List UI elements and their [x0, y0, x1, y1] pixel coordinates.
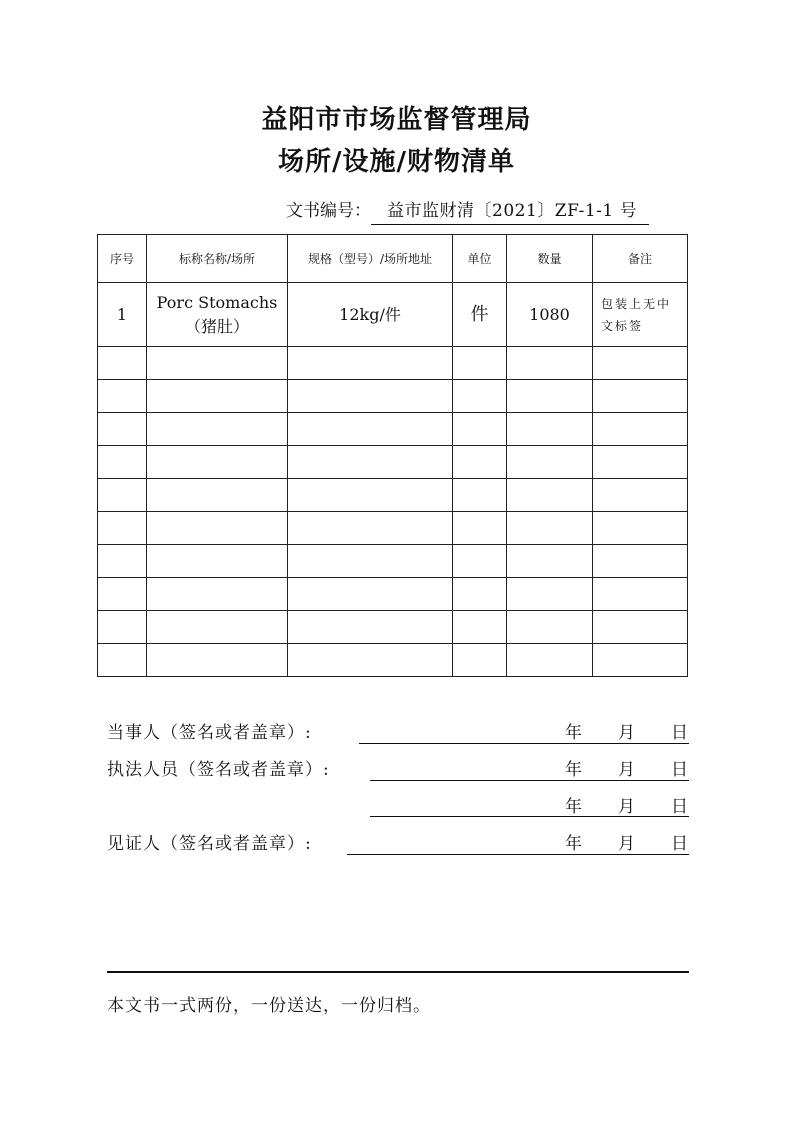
table-row [98, 413, 688, 446]
empty-rows [98, 347, 688, 677]
col-remark: 备注 [593, 235, 688, 283]
table-header-row [98, 235, 688, 283]
table-cell [147, 611, 288, 644]
officer2-date-year: 年 [565, 797, 582, 817]
cell-name-zh: （猪肚） [184, 316, 249, 336]
cell-index: 1 [98, 283, 147, 347]
table-cell [453, 545, 507, 578]
cell-spec: 12kg/件 [288, 283, 453, 347]
table-row [98, 578, 688, 611]
witness-label: 见证人（签名或者盖章）: [107, 834, 312, 854]
table-cell [147, 578, 288, 611]
table-row [98, 347, 688, 380]
officer1-date-day: 日 [671, 760, 688, 780]
table-cell [593, 347, 688, 380]
table-cell [288, 380, 453, 413]
table-cell [98, 347, 147, 380]
cell-quantity: 1080 [507, 283, 593, 347]
party-date-year: 年 [565, 723, 582, 743]
table-cell [453, 578, 507, 611]
table-cell [453, 380, 507, 413]
cell-name-en: Porc Stomachs [156, 292, 278, 312]
doc-number [286, 198, 690, 224]
col-index: 序号 [98, 235, 147, 283]
table-cell [593, 479, 688, 512]
cell-remark-line2: 文标签 [601, 318, 644, 333]
table-cell [147, 512, 288, 545]
table-cell [507, 446, 593, 479]
footer-note: 本文书一式两份，一份送达，一份归档。 [107, 996, 431, 1016]
table-cell [507, 413, 593, 446]
col-quantity: 数量 [507, 235, 593, 283]
col-unit: 单位 [453, 235, 507, 283]
table-row [98, 380, 688, 413]
table-cell [453, 446, 507, 479]
table-cell [98, 611, 147, 644]
doc-number-value: 益市监财清〔2021〕ZF-1-1 号 [371, 198, 649, 225]
table-cell [453, 413, 507, 446]
table-cell [147, 380, 288, 413]
col-spec: 规格（型号）/场所地址 [288, 235, 453, 283]
officer2-date-month: 月 [618, 797, 635, 817]
table-cell [507, 479, 593, 512]
table-cell [288, 578, 453, 611]
table-cell [507, 347, 593, 380]
table-row [98, 545, 688, 578]
table-cell [288, 545, 453, 578]
party-signature-line[interactable] [359, 743, 689, 744]
table-row [98, 479, 688, 512]
table-cell [288, 413, 453, 446]
table-cell [593, 578, 688, 611]
table-cell [593, 512, 688, 545]
agency-title: 益阳市市场监督管理局 [261, 105, 532, 135]
table-row [98, 611, 688, 644]
table-cell [593, 545, 688, 578]
party-label: 当事人（签名或者盖章）: [107, 723, 312, 743]
officer1-date-year: 年 [565, 760, 582, 780]
party-date-day: 日 [671, 723, 688, 743]
table-cell [98, 578, 147, 611]
document-title: 场所/设施/财物清单 [278, 147, 515, 177]
table-cell [593, 413, 688, 446]
inventory-table [97, 234, 688, 677]
table-row [98, 644, 688, 677]
table-cell [593, 446, 688, 479]
doc-number-label: 文书编号： [286, 201, 371, 221]
cell-remark-line1: 包装上无中 [601, 296, 672, 311]
officer1-date-month: 月 [618, 760, 635, 780]
table-cell [288, 512, 453, 545]
table-cell [288, 347, 453, 380]
cell-remark [593, 283, 688, 347]
table-cell [147, 413, 288, 446]
table-cell [507, 380, 593, 413]
table-cell [507, 512, 593, 545]
table-cell [98, 479, 147, 512]
table-cell [288, 446, 453, 479]
table-cell [98, 512, 147, 545]
table-cell [507, 578, 593, 611]
witness-date-year: 年 [565, 834, 582, 854]
officer-label: 执法人员（签名或者盖章）: [107, 760, 330, 780]
col-name: 标称名称/场所 [147, 235, 288, 283]
table-cell [453, 611, 507, 644]
table-cell [147, 446, 288, 479]
table-cell [507, 611, 593, 644]
witness-signature-line[interactable] [347, 854, 689, 855]
table-cell [98, 545, 147, 578]
witness-date-month: 月 [618, 834, 635, 854]
table-cell [98, 413, 147, 446]
officer2-date-day: 日 [671, 797, 688, 817]
table-cell [453, 512, 507, 545]
table-cell [593, 611, 688, 644]
cell-unit: 件 [453, 283, 507, 347]
table-cell [147, 644, 288, 677]
table-cell [147, 479, 288, 512]
table-cell [288, 611, 453, 644]
witness-date-day: 日 [671, 834, 688, 854]
footer-divider [107, 971, 689, 973]
table-cell [453, 644, 507, 677]
table-cell [507, 644, 593, 677]
table-cell [593, 644, 688, 677]
table-cell [147, 347, 288, 380]
table-cell [147, 545, 288, 578]
table-row [98, 283, 688, 347]
table-cell [593, 380, 688, 413]
officer-signature-line-1[interactable] [370, 780, 689, 781]
table-row [98, 512, 688, 545]
table-cell [288, 644, 453, 677]
table-row [98, 446, 688, 479]
table-cell [98, 644, 147, 677]
cell-name [147, 283, 288, 347]
table-cell [98, 380, 147, 413]
table-cell [453, 479, 507, 512]
table-cell [453, 347, 507, 380]
table-cell [288, 479, 453, 512]
party-date-month: 月 [618, 723, 635, 743]
table-cell [98, 446, 147, 479]
officer-signature-line-2[interactable] [370, 816, 689, 817]
table-cell [507, 545, 593, 578]
